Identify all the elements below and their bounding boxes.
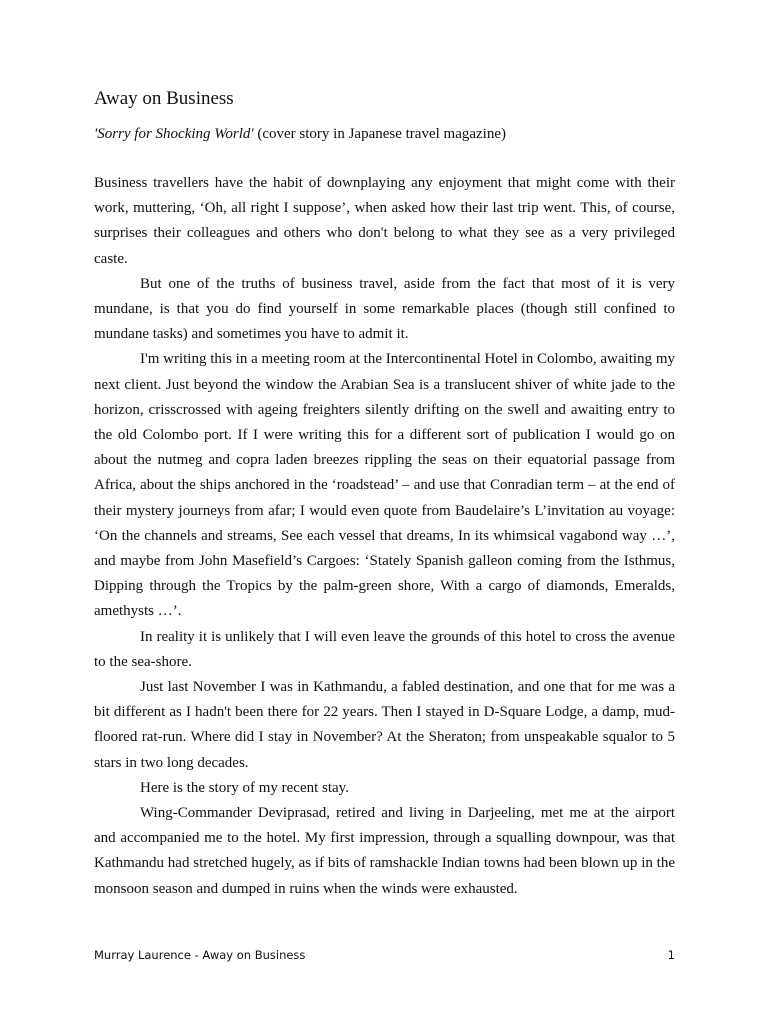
subtitle-note: (cover story in Japanese travel magazine) [253, 126, 506, 142]
paragraph: Just last November I was in Kathmandu, a fabled destination, and one that for me was a bit different as I hadn't been there for 22 years. Then I stayed in D-Square Lodge, a damp, mud-floored rat-run. Where did I stay in November? At the Sheraton; from unspeakable squalor to 5 stars in two long decades. [94, 679, 675, 771]
document-title: Away on Business [94, 88, 234, 109]
paragraph: Here is the story of my recent stay. [140, 779, 349, 796]
paragraph: Wing-Commander Deviprasad, retired and living in Darjeeling, met me at the airport and accompanied me to the hotel. My first impression, through a squalling downpour, was that Kathmandu had stretched hugely, as if bits of ramshackle Indian towns had been blown up in the monsoon season and dumped in ruins when the winds were exhausted. [94, 805, 675, 897]
paragraph: In reality it is unlikely that I will even leave the grounds of this hotel to cross the avenue to the sea-shore. [94, 628, 675, 670]
paragraph: I'm writing this in a meeting room at the Intercontinental Hotel in Colombo, awaiting my next client. Just beyond the window the Arabian Sea is a translucent shiver of white jade to the horizon, crisscrossed with ageing freighters silently drifting on the swell and awaiting entry to the old Colombo port. If I were writing this for a different sort of publication I would go on about the nutmeg and copra laden breezes rippling the seas on their equatorial passage from Africa, about the ships anchored in the ‘roadstead’ – and use that Conradian term – at the end of their mystery journeys from afar; I would even quote from Baudelaire’s L’invitation au voyage: ‘On the channels and streams, See each vessel that dreams, In its whimsical vagabond way …’, and maybe from John Masefield’s Cargoes: ‘Stately Spanish galleon coming from the Isthmus, Dipping through the Tropics by the palm-green shore, With a cargo of diamonds, Emeralds, amethysts …’. [94, 351, 675, 620]
page-number: 1 [667, 948, 675, 962]
footer-author-title: Murray Laurence - Away on Business [94, 948, 306, 962]
paragraph: But one of the truths of business travel, aside from the fact that most of it is very mundane, is that you do find yourself in some remarkable places (though still confined to mundane tasks) and sometimes you have to admit it. [94, 275, 675, 343]
paragraph: Business travellers have the habit of downplaying any enjoyment that might come with their work, muttering, ‘Oh, all right I suppose’, when asked how their last trip went. This, of course, surprises their colleagues and others who don't belong to what they see as a very privileged caste. [94, 175, 675, 267]
article-body [94, 171, 675, 902]
document-subtitle [94, 124, 506, 144]
subtitle-quote: 'Sorry for Shocking World' [94, 126, 254, 142]
